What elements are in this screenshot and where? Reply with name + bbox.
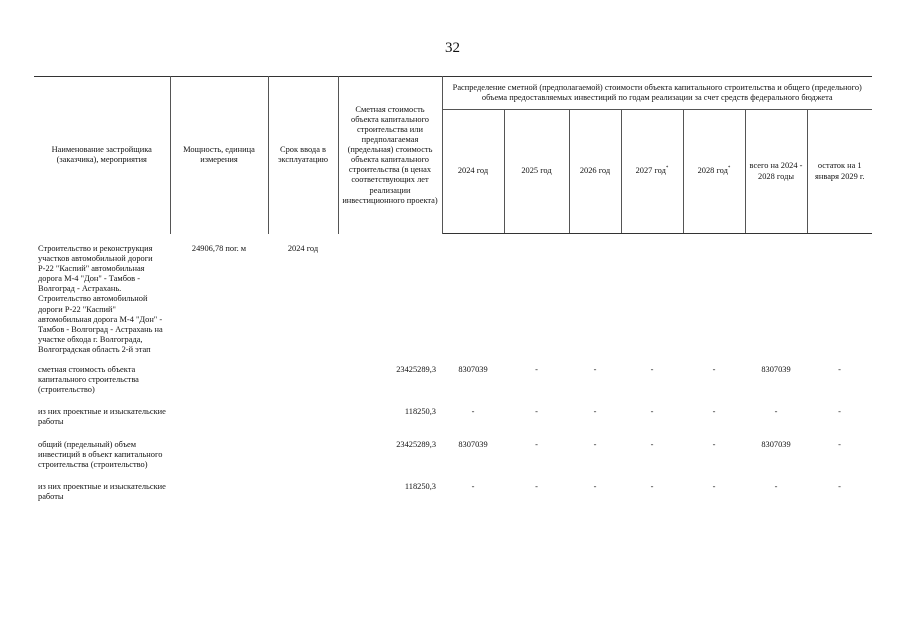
- header-year-2024: 2024 год: [442, 110, 504, 234]
- row-value: -: [838, 407, 841, 417]
- row-label: сметная стоимость объекта капитального строительства (строительство): [38, 365, 139, 395]
- table-row: [34, 365, 872, 395]
- row-capacity-empty: [170, 407, 268, 427]
- row-value: 8307039: [761, 439, 791, 449]
- header-year-2025: 2025 год: [504, 110, 569, 234]
- header-distribution: Распределение сметной (предполагаемой) стоимости объекта капитального строительства и общего (предельного) объема предоставляемых инвестиций по годам реализации за счет средств федерального бюджета: [442, 77, 872, 110]
- row-label: общий (предельный) объем инвестиций в объект капитального строительства (строительство): [38, 439, 163, 469]
- data-rows: [34, 365, 872, 514]
- row-capacity-empty: [170, 482, 268, 502]
- row-term-empty: [268, 440, 338, 470]
- header-year-2026: 2026 год: [569, 110, 621, 234]
- row-term-empty: [268, 365, 338, 395]
- row-value: -: [838, 365, 841, 375]
- header-year-2028: 2028 год*: [683, 110, 745, 234]
- row-value: 8307039: [761, 365, 791, 375]
- row-value: -: [650, 439, 654, 449]
- footnote-mark: *: [727, 166, 731, 172]
- row-value: -: [593, 365, 597, 375]
- header-cost: Сметная стоимость объекта капитального строительства или предполагаемая (предельная) стоимость объекта капитального строительства (в ценах соответствующих лет реализации инвестиционного проекта): [338, 77, 442, 234]
- row-cost: 23425289,3: [396, 365, 436, 375]
- header-total: всего на 2024 - 2028 годы: [745, 110, 807, 234]
- page-number: 32: [445, 40, 460, 56]
- row-value: -: [593, 407, 597, 417]
- row-capacity-empty: [170, 440, 268, 470]
- row-cost: 118250,3: [404, 407, 436, 417]
- header-name: Наименование застройщика (заказчика), мероприятия: [34, 77, 170, 234]
- row-value: -: [650, 365, 654, 375]
- row-value: 8307039: [458, 365, 488, 375]
- row-value: -: [774, 407, 778, 417]
- row-term-empty: [268, 407, 338, 427]
- row-value: -: [535, 365, 538, 375]
- row-label: из них проектные и изыскательские работы: [38, 407, 166, 427]
- row-value: -: [471, 407, 475, 417]
- header-remainder: остаток на 1 января 2029 г.: [807, 110, 872, 234]
- row-value: -: [712, 407, 716, 417]
- row-value: -: [650, 481, 654, 491]
- table-row: [34, 440, 872, 470]
- table-row: [34, 407, 872, 427]
- header-year-2027: 2027 год*: [621, 110, 683, 234]
- row-value: -: [535, 481, 538, 491]
- row-value: -: [712, 481, 716, 491]
- row-cost: 118250,3: [404, 481, 436, 491]
- row-value: 8307039: [458, 439, 488, 449]
- row-value: -: [650, 407, 654, 417]
- object-capacity: 24906,78 пог. м: [191, 244, 247, 253]
- row-value: -: [712, 365, 716, 375]
- footnote-mark: *: [665, 166, 669, 172]
- row-label: из них проектные и изыскательские работы: [38, 481, 166, 501]
- row-value: -: [535, 407, 538, 417]
- row-term-empty: [268, 482, 338, 502]
- investment-table: [34, 76, 872, 514]
- row-cost: 23425289,3: [396, 439, 436, 449]
- row-value: -: [535, 439, 538, 449]
- row-value: -: [471, 481, 475, 491]
- row-value: -: [712, 439, 716, 449]
- row-value: -: [593, 439, 597, 449]
- table-row: [34, 482, 872, 502]
- row-capacity-empty: [170, 365, 268, 395]
- row-value: -: [593, 481, 597, 491]
- table-header: [34, 77, 872, 234]
- header-capacity: Мощность, единица измерения: [170, 77, 268, 234]
- row-value: -: [774, 481, 778, 491]
- header-term: Срок ввода в эксплуатацию: [268, 77, 338, 234]
- row-value: -: [838, 481, 841, 491]
- row-value: -: [838, 439, 841, 449]
- object-term: 2024 год: [287, 244, 319, 253]
- table-body: [34, 234, 872, 366]
- object-name: Строительство и реконструкция участков автомобильной дороги Р-22 "Каспий" автомобильная дорога М-4 "Дон" - Тамбов - Волгоград - Астрахань. Строительство автомобильной дороги Р-22 "Каспий" автомобильная дорога М-4 "Дон" - Тамбов - Волгоград - Астрахань на участке обхода г. Волгограда, Волгоградская область 2-й этап: [38, 244, 163, 354]
- object-row: [34, 244, 872, 355]
